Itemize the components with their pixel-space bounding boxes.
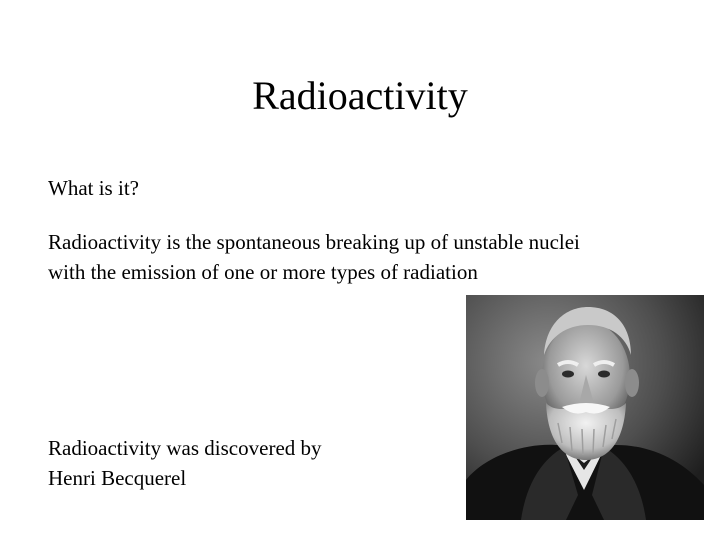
discovery-line: Henri Becquerel [48,466,187,490]
becquerel-portrait [466,295,704,520]
question-text: What is it? [48,176,139,200]
portrait-image [466,295,704,520]
slide-title: Radioactivity [252,73,468,118]
discovery-line: Radioactivity was discovered by [48,436,322,460]
definition-line: Radioactivity is the spontaneous breaking up of unstable nuclei [48,230,580,254]
discovery-paragraph [48,433,322,493]
definition-line: with the emission of one or more types of radiation [48,260,478,284]
definition-paragraph [48,227,708,287]
